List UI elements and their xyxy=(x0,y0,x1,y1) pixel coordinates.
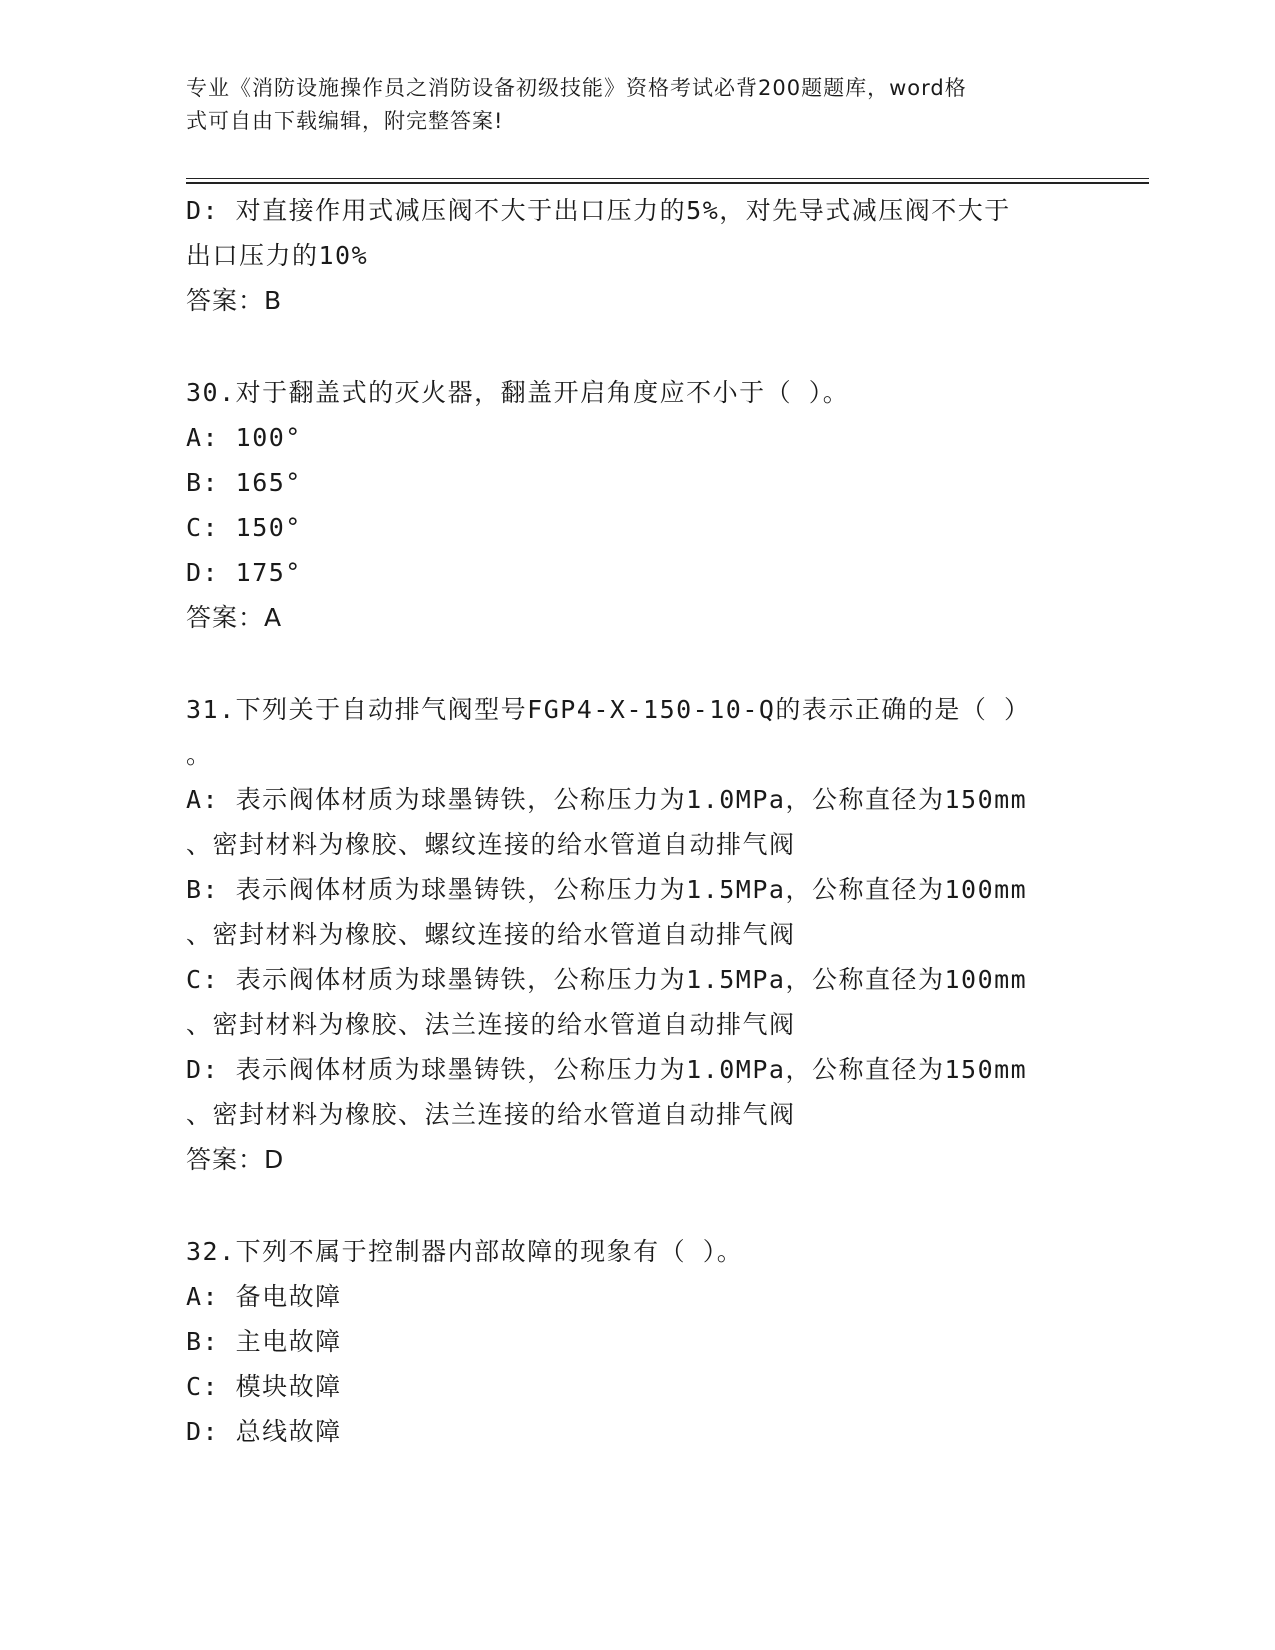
option-d-line-2: 出口压力的10% xyxy=(186,241,369,270)
option-b-line-1: B: 表示阀体材质为球墨铸铁，公称压力为1.5MPa，公称直径为100mm xyxy=(186,875,1028,904)
spacer xyxy=(186,1182,1086,1229)
question-stem: 32.下列不属于控制器内部故障的现象有（ ）。 xyxy=(186,1237,744,1266)
spacer xyxy=(186,640,1086,687)
option-d-line-2: 、密封材料为橡胶、法兰连接的给水管道自动排气阀 xyxy=(186,1100,796,1129)
option-b: B: 165° xyxy=(186,468,302,497)
option-c: C: 模块故障 xyxy=(186,1372,342,1401)
answer: 答案：D xyxy=(186,1145,285,1174)
question-stem-line-2: 。 xyxy=(186,740,213,769)
option-b-line-2: 、密封材料为橡胶、螺纹连接的给水管道自动排气阀 xyxy=(186,920,796,949)
option-d-line-1: D: 对直接作用式减压阀不大于出口压力的5%，对先导式减压阀不大于 xyxy=(186,196,1011,225)
answer: 答案：A xyxy=(186,603,283,632)
option-d-line-1: D: 表示阀体材质为球墨铸铁，公称压力为1.0MPa，公称直径为150mm xyxy=(186,1055,1028,1084)
header-rule-thin xyxy=(186,178,1149,179)
header-rule-thick xyxy=(186,182,1149,184)
option-a: A: 备电故障 xyxy=(186,1282,342,1311)
option-c-line-1: C: 表示阀体材质为球墨铸铁，公称压力为1.5MPa，公称直径为100mm xyxy=(186,965,1028,994)
header-line-2: 式可自由下载编辑，附完整答案! xyxy=(186,109,504,133)
question-32 xyxy=(186,1229,1086,1454)
spacer xyxy=(186,323,1086,370)
question-31 xyxy=(186,687,1086,1182)
question-29-tail xyxy=(186,188,1086,323)
option-a: A: 100° xyxy=(186,423,302,452)
option-c-line-2: 、密封材料为橡胶、法兰连接的给水管道自动排气阀 xyxy=(186,1010,796,1039)
option-a-line-1: A: 表示阀体材质为球墨铸铁，公称压力为1.0MPa，公称直径为150mm xyxy=(186,785,1028,814)
option-d: D: 175° xyxy=(186,558,302,587)
question-stem: 30.对于翻盖式的灭火器，翻盖开启角度应不小于（ ）。 xyxy=(186,378,850,407)
option-c: C: 150° xyxy=(186,513,302,542)
option-a-line-2: 、密封材料为橡胶、螺纹连接的给水管道自动排气阀 xyxy=(186,830,796,859)
question-content xyxy=(186,188,1086,1454)
answer: 答案：B xyxy=(186,286,283,315)
document-header xyxy=(186,72,1066,138)
option-d: D: 总线故障 xyxy=(186,1417,342,1446)
question-stem-line-1: 31.下列关于自动排气阀型号FGP4-X-150-10-Q的表示正确的是（ ） xyxy=(186,695,1031,724)
header-line-1: 专业《消防设施操作员之消防设备初级技能》资格考试必背200题题库，word格 xyxy=(186,76,967,100)
question-30 xyxy=(186,370,1086,640)
option-b: B: 主电故障 xyxy=(186,1327,342,1356)
